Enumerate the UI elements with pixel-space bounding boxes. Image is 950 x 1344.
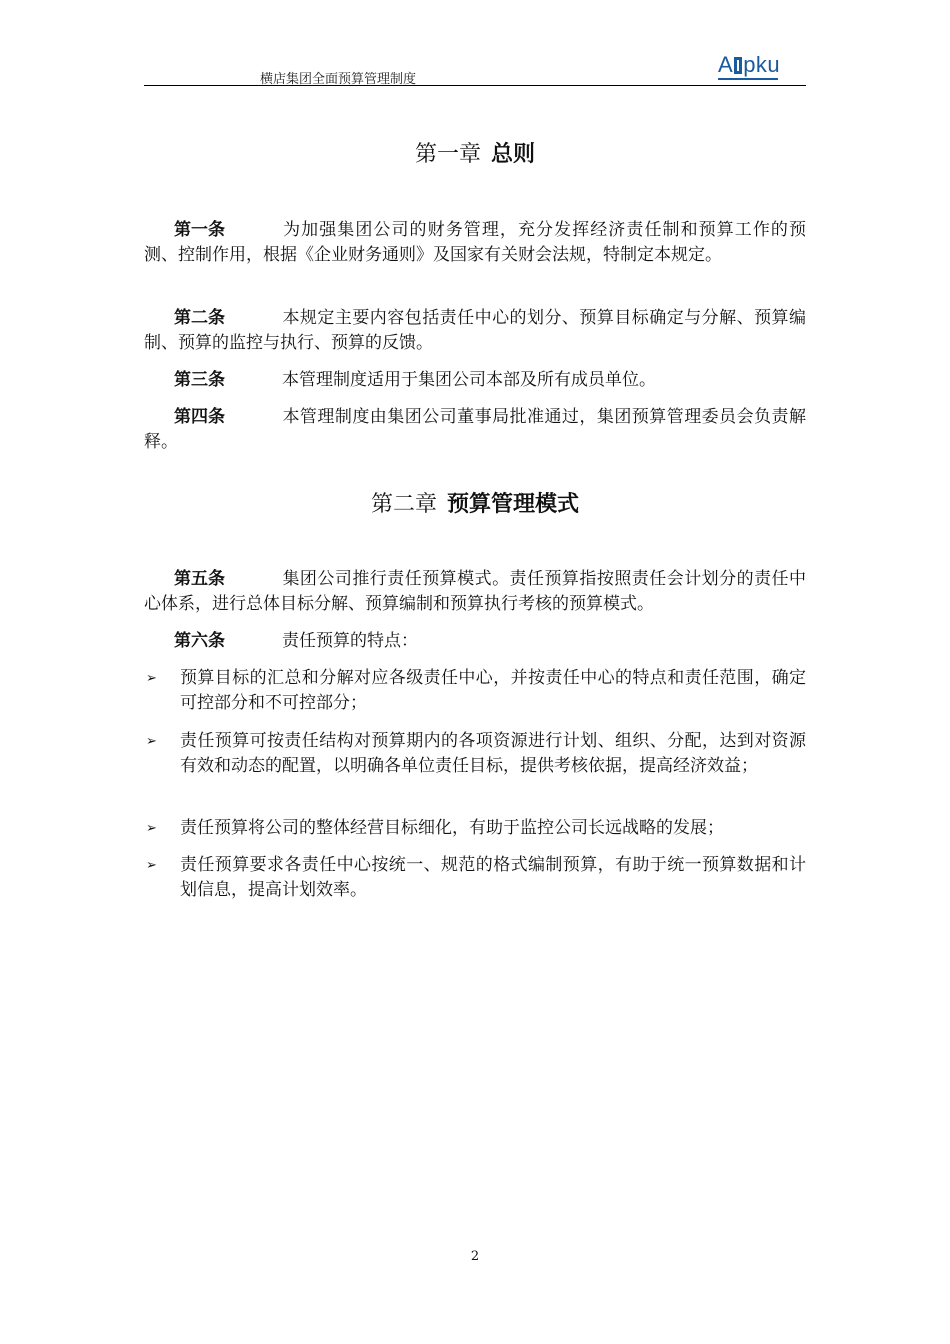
running-header-title: 横店集团全面预算管理制度 <box>260 72 417 87</box>
article-text: 集团公司推行责任预算模式。责任预算指按照责任会计划分的责任中心体系，进行总体目标分解、预算编制和预算执行考核的预算模式。 <box>144 569 806 614</box>
list-item-text: 责任预算可按责任结构对预算期内的各项资源进行计划、组织、分配，达到对资源有效和动态的配置，以明确各单位责任目标，提供考核依据，提高经济效益； <box>180 731 806 776</box>
article-text: 本管理制度由集团公司董事局批准通过，集团预算管理委员会负责解释。 <box>144 407 806 452</box>
logo-text-left: A <box>718 52 734 77</box>
article-4 <box>144 405 806 455</box>
article-text: 本管理制度适用于集团公司本部及所有成员单位。 <box>282 370 656 390</box>
page-number: 2 <box>470 1249 480 1264</box>
article-label: 第一条 <box>174 220 225 240</box>
article-text: 本规定主要内容包括责任中心的划分、预算目标确定与分解、预算编制、预算的监控与执行、预算的反馈。 <box>144 308 806 353</box>
article-label: 第六条 <box>174 631 225 651</box>
article-label: 第四条 <box>174 407 225 427</box>
list-item-text: 预算目标的汇总和分解对应各级责任中心，并按责任中心的特点和责任范围，确定可控部分和不可控部分； <box>180 668 806 713</box>
arrow-bullet-icon: ➢ <box>146 821 157 836</box>
logo-mark-icon <box>734 57 742 74</box>
article-label: 第五条 <box>174 569 225 589</box>
article-1 <box>144 218 806 268</box>
chapter-title: 预算管理模式 <box>447 492 580 517</box>
list-item-text: 责任预算要求各责任中心按统一、规范的格式编制预算，有助于统一预算数据和计划信息，提高计划效率。 <box>180 855 806 900</box>
article-2 <box>144 306 806 356</box>
article-label: 第三条 <box>174 370 225 390</box>
list-item-text: 责任预算将公司的整体经营目标细化，有助于监控公司长远战略的发展； <box>180 818 724 838</box>
list-item <box>144 666 806 716</box>
article-5 <box>144 567 806 617</box>
arrow-bullet-icon: ➢ <box>146 858 157 873</box>
article-3 <box>144 368 806 393</box>
chapter-number: 第一章 <box>414 142 481 167</box>
chapter-title: 总则 <box>491 142 536 167</box>
chapter-heading-1 <box>0 137 950 168</box>
list-item <box>144 853 806 903</box>
list-item <box>144 729 806 779</box>
list-item <box>144 816 806 841</box>
arrow-bullet-icon: ➢ <box>146 734 157 749</box>
article-text: 为加强集团公司的财务管理，充分发挥经济责任制和预算工作的预测、控制作用，根据《企业财务通则》及国家有关财会法规，特制定本规定。 <box>144 220 806 265</box>
chapter-heading-2 <box>0 487 950 518</box>
chapter-number: 第二章 <box>370 492 437 517</box>
logo-underline <box>718 78 778 80</box>
company-logo <box>718 52 780 78</box>
article-6 <box>144 629 806 654</box>
article-label: 第二条 <box>174 308 225 328</box>
article-text: 责任预算的特点： <box>282 631 418 651</box>
header-divider <box>144 85 806 86</box>
arrow-bullet-icon: ➢ <box>146 671 157 686</box>
logo-text-right: pku <box>743 52 781 77</box>
